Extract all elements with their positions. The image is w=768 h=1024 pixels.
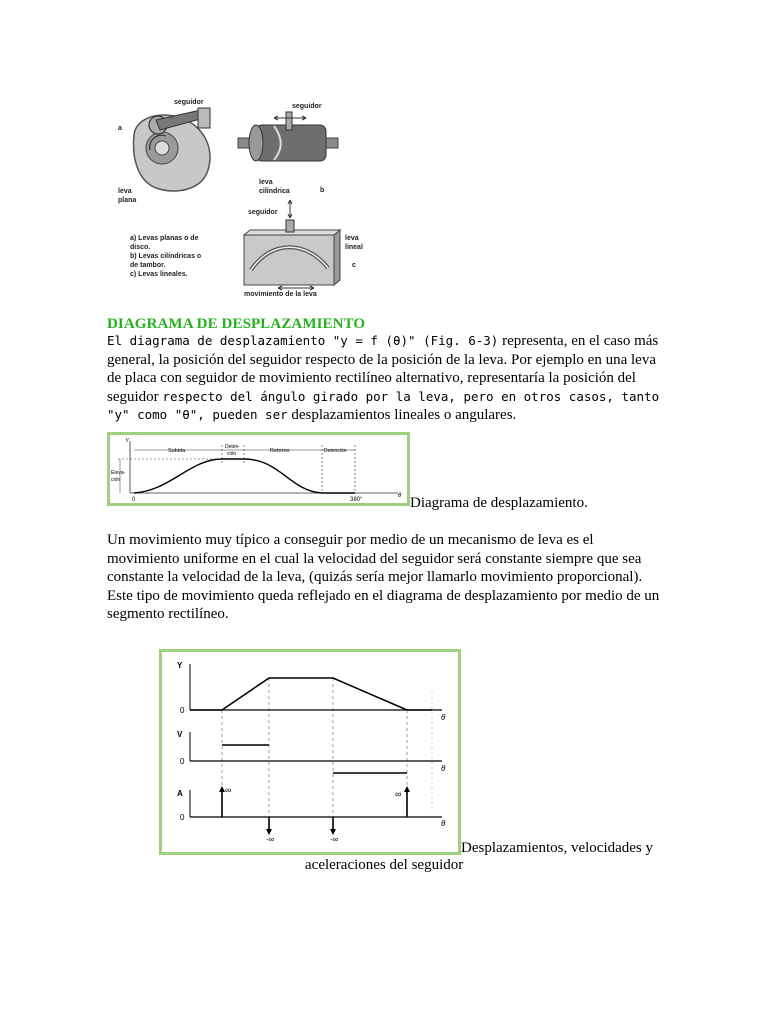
- paragraph-mono-b: respecto del ángulo girado por la leva, pero en otros casos, tanto "y" como "θ", pueden ser: [107, 388, 660, 422]
- label-c: c: [352, 262, 356, 269]
- leva-plana-label-1: leva: [118, 188, 132, 195]
- paragraph-uniform-motion: Un movimiento muy típico a conseguir por medio de un mecanismo de leva es el movimiento uniforme en el cual la velocidad del seguidor será constante siempre que sea constante la velocidad de la leva, (quizás sería mejor llamarlo movimiento proporcional). Este tipo de movimiento queda reflejado en el diagrama de desplazamiento por medio de un segmento rectilíneo.: [107, 532, 660, 622]
- a-zero: 0: [180, 813, 185, 822]
- y-axis-label: y: [126, 437, 129, 443]
- leva-lineal-label-1: leva: [345, 235, 359, 242]
- displacement-diagram-figure: [107, 432, 410, 506]
- inf-up-1: ∞: [225, 785, 232, 795]
- label-elevacion-b: ción: [111, 477, 121, 483]
- yva-diagram-figure: [159, 649, 461, 855]
- label-detencion-2: Detención: [324, 448, 347, 454]
- label-detencion-1a: Deten-: [225, 444, 241, 450]
- seguidor-label-a: seguidor: [174, 99, 204, 106]
- leva-plana-label-2: plana: [118, 197, 137, 204]
- leva-cil-label-1: leva: [259, 179, 273, 186]
- inf-down-1: -∞: [266, 835, 275, 844]
- cam-types-figure: [106, 90, 382, 302]
- legend-line-5: c) Levas lineales.: [130, 271, 188, 278]
- label-end: 380°: [350, 497, 363, 503]
- legend-line-2: disco.: [130, 244, 151, 251]
- v-theta: θ: [441, 764, 446, 773]
- leva-cil-label-2: cilíndrica: [259, 188, 290, 195]
- x-axis-label: θ: [398, 493, 402, 499]
- seguidor-label-b: seguidor: [292, 103, 322, 110]
- figure-2-caption-line-1: Desplazamientos, velocidades y: [461, 840, 654, 856]
- leva-lineal-label-2: lineal: [345, 244, 363, 251]
- displacement-line: [190, 678, 432, 710]
- v-axis-label: V: [177, 730, 183, 739]
- paragraph-text-a: representa, en el caso más general, la posición del seguidor respecto de la posición de la leva. Por ejemplo en una leva de placa con seguidor de movimiento rectilíneo alternativo, representaría la posición del seguidor: [107, 333, 659, 405]
- displacement-curve: [134, 459, 355, 493]
- inf-down-2: -∞: [330, 835, 339, 844]
- paragraph-mono-a: El diagrama de desplazamiento "y = f (θ)" (Fig. 6-3): [107, 333, 499, 348]
- label-retorno: Retorno: [270, 448, 290, 454]
- section-heading: DIAGRAMA DE DESPLAZAMIENTO: [107, 316, 366, 332]
- seguidor-label-c: seguidor: [248, 209, 278, 216]
- plate-cam-drawing: [134, 108, 210, 191]
- a-axis-label: A: [177, 789, 183, 798]
- label-a: a: [118, 125, 122, 132]
- legend-line-4: de tambor.: [130, 262, 166, 269]
- y-axis-label: Y: [177, 661, 183, 670]
- label-elevacion-a: Eleva-: [111, 470, 126, 476]
- label-zero: 0: [132, 497, 136, 503]
- inf-up-2: ∞: [395, 789, 402, 799]
- y-theta: θ: [441, 713, 446, 722]
- label-subida: Subida: [168, 448, 186, 454]
- paragraph-text-b: desplazamientos lineales o angulares.: [287, 407, 517, 423]
- cylindrical-cam-drawing: [238, 112, 338, 161]
- paragraph-diagram-description: [107, 332, 667, 425]
- legend-line-1: a) Levas planas o de: [130, 235, 199, 242]
- a-theta: θ: [441, 819, 446, 828]
- label-b: b: [320, 187, 325, 194]
- figure-1-caption: Diagrama de desplazamiento.: [410, 495, 588, 511]
- y-zero: 0: [180, 706, 185, 715]
- legend-line-3: b) Levas cilíndricas o: [130, 253, 202, 260]
- v-zero: 0: [180, 757, 185, 766]
- figure-2-caption-line-2: aceleraciones del seguidor: [305, 857, 464, 873]
- label-detencion-1b: ción: [227, 451, 237, 457]
- movimiento-label: movimiento de la leva: [244, 291, 317, 298]
